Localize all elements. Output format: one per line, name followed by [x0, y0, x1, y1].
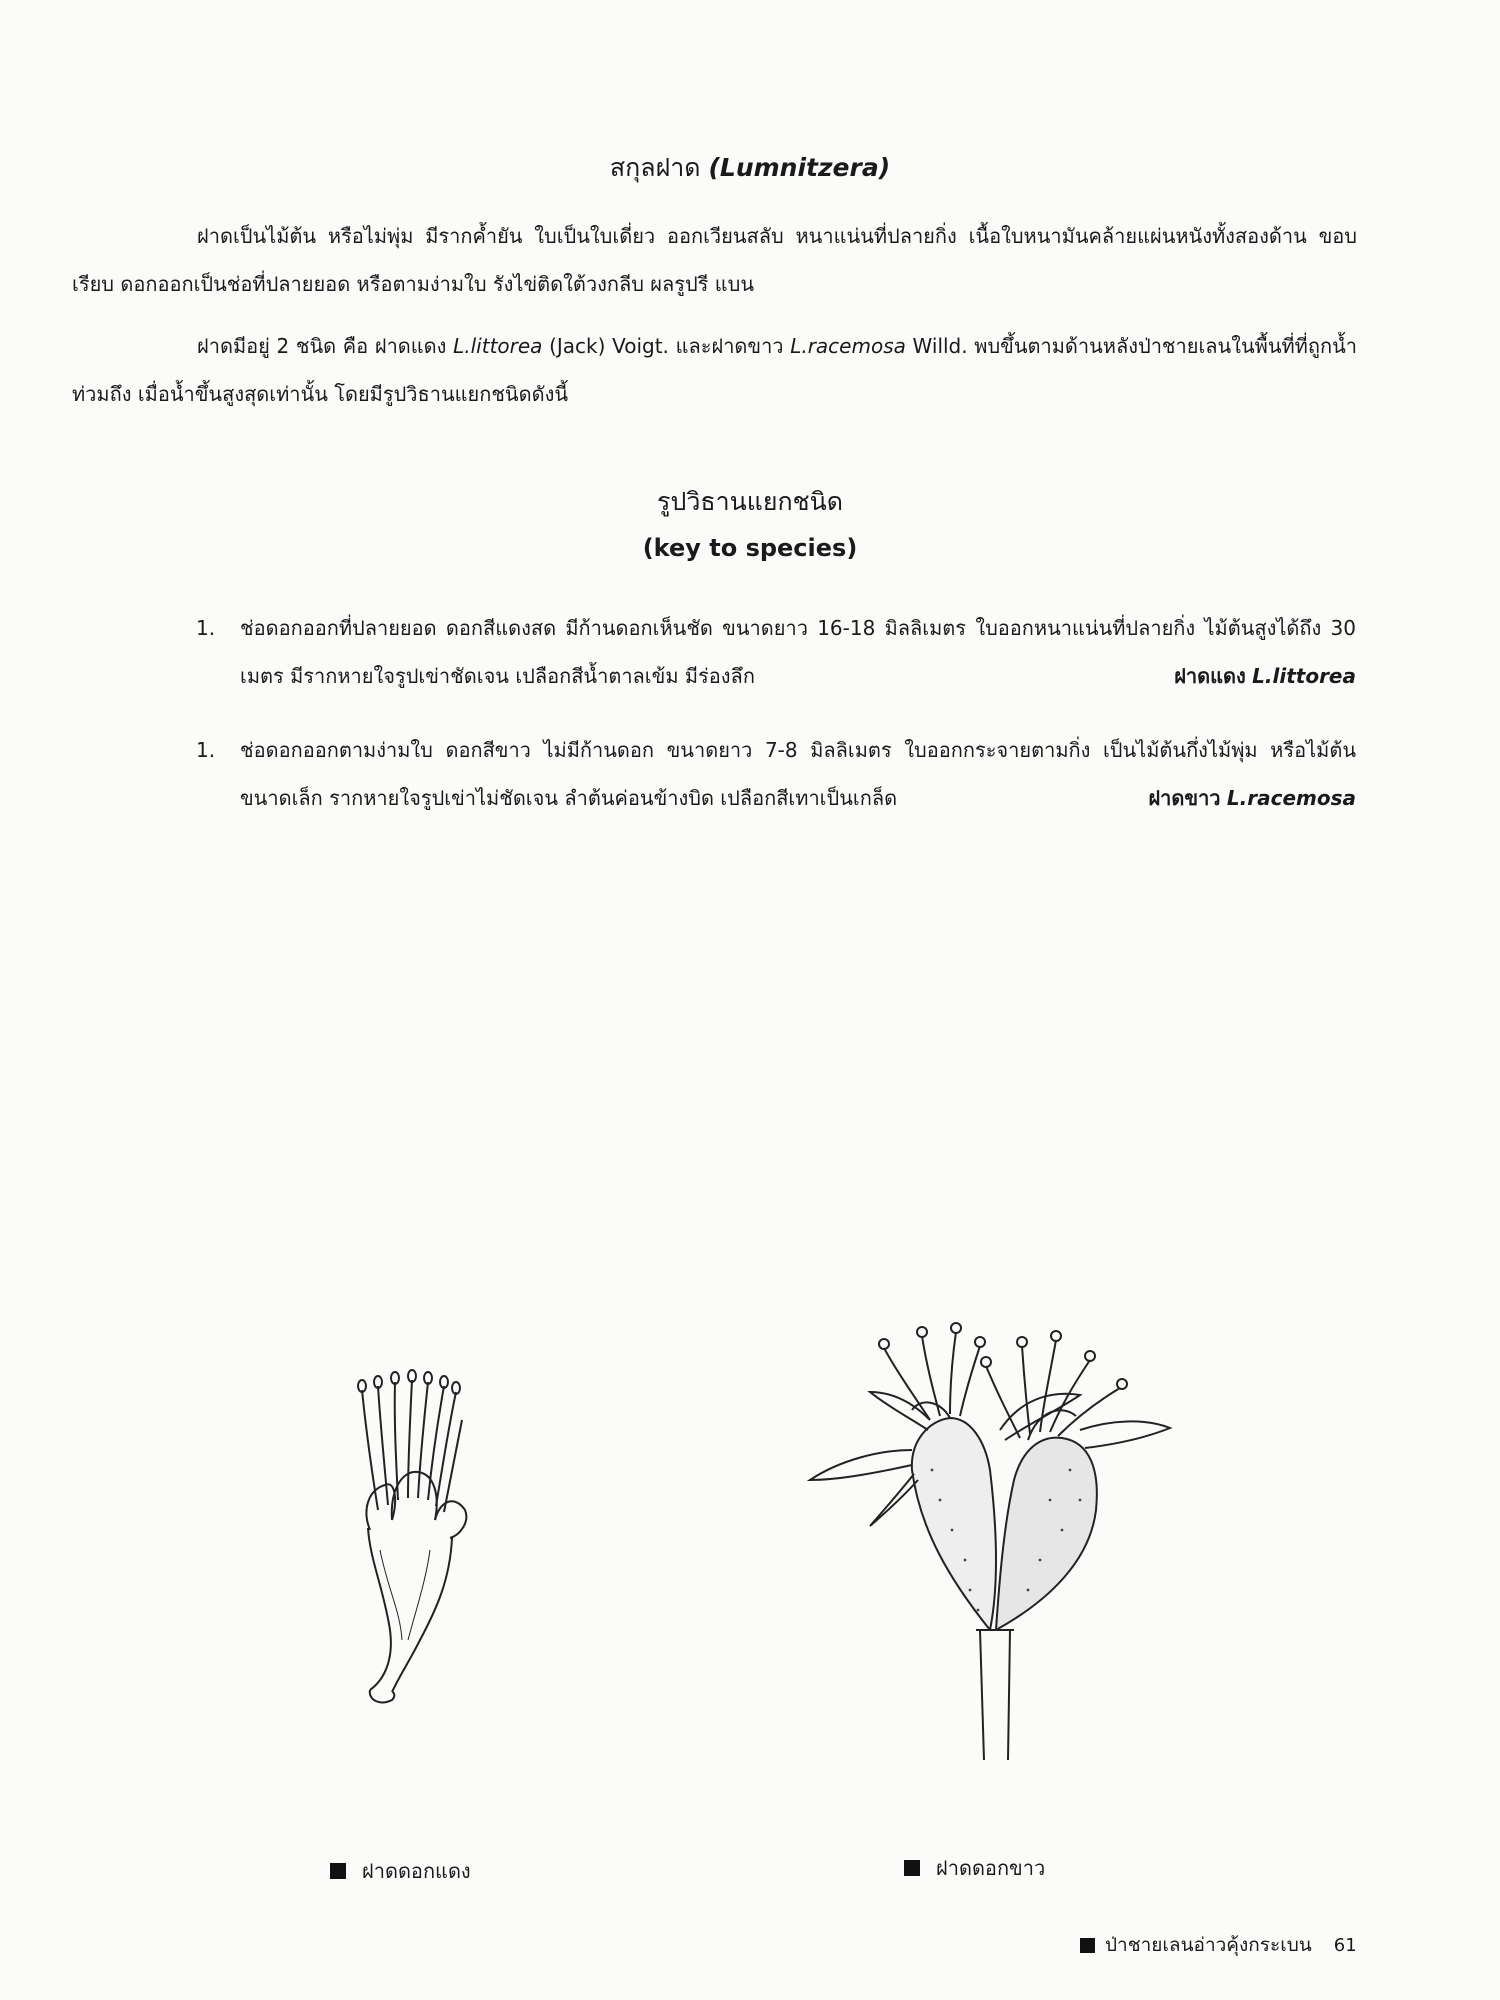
footer-book-title: ป่าชายเลนอ่าวคุ้งกระเบน: [1105, 1934, 1312, 1956]
key-item-result: [1148, 774, 1356, 822]
red-flower-caption: [330, 1855, 471, 1887]
bullet-square-icon: [1080, 1938, 1095, 1953]
red-flower-illustration: [340, 1360, 500, 1720]
white-flower-caption: [904, 1852, 1045, 1884]
page-footer: [1080, 1930, 1357, 1960]
title-thai: สกุลฝาด: [609, 153, 701, 182]
species-littorea: L.littorea: [453, 334, 543, 358]
p2-part-c: Willd. พบขึ้นตามด้านหลังป่าชายเลนในพื้นที่ที่ถูกน้ำท่วมถึง เมื่อน้ำขึ้นสูงสุดเท่านั้น โดยมีรูปวิธานแยกชนิดดังนี้: [72, 334, 1357, 406]
caption-text: ฝาดดอกแดง: [362, 1859, 471, 1883]
intro-paragraph-1: ฝาดเป็นไม้ต้น หรือไม่พุ่ม มีรากค้ำยัน ใบเป็นใบเดี่ยว ออกเวียนสลับ หนาแน่นที่ปลายกิ่ง เนื้อใบหนามันคล้ายแผ่นหนังทั้งสองด้าน ขอบเรียบ ดอกออกเป็นช่อที่ปลายยอด หรือตามง่ามใบ รังไข่ติดใต้วงกลีบ ผลรูปรี แบน: [72, 224, 1357, 296]
result-thai: ฝาดแดง: [1174, 664, 1246, 688]
page-number: 61: [1333, 1934, 1357, 1956]
intro-paragraph-2: [72, 322, 1357, 418]
key-item-result: [1174, 652, 1356, 700]
key-item: [196, 726, 1356, 822]
key-item-number: 1.: [196, 738, 216, 762]
key-item-text: ช่อดอกออกที่ปลายยอด ดอกสีแดงสด มีก้านดอกเห็นชัด ขนาดยาว 16-18 มิลลิเมตร ใบออกหนาแน่นที่ปลายกิ่ง ไม้ต้นสูงได้ถึง 30 เมตร มีรากหายใจรูปเข่าชัดเจน เปลือกสีน้ำตาลเข้ม มีร่องลึก: [240, 616, 1356, 688]
title-latin: (Lumnitzera): [708, 153, 891, 182]
p2-part-b: (Jack) Voigt. และฝาดขาว: [542, 334, 791, 358]
result-latin: L.racemosa: [1226, 786, 1356, 810]
page-title: [0, 148, 1500, 188]
caption-text: ฝาดดอกขาว: [936, 1856, 1046, 1880]
p2-part-a: ฝาดมีอยู่ 2 ชนิด คือ ฝาดแดง: [197, 334, 454, 358]
key-subtitle: (key to species): [642, 534, 858, 562]
species-racemosa: L.racemosa: [790, 334, 906, 358]
key-item-text: ช่อดอกออกตามง่ามใบ ดอกสีขาว ไม่มีก้านดอก ขนาดยาว 7-8 มิลลิเมตร ใบออกกระจายตามกิ่ง เป็นไม้ต้นกึ่งไม้พุ่ม หรือไม้ต้นขนาดเล็ก รากหายใจรูปเข่าไม่ชัดเจน ลำต้นค่อนข้างบิด เปลือกสีเทาเป็นเกล็ด: [240, 738, 1356, 810]
key-title: รูปวิธานแยกชนิด: [657, 487, 843, 516]
key-item: [196, 604, 1356, 700]
bullet-square-icon: [904, 1860, 920, 1876]
bullet-square-icon: [330, 1863, 346, 1879]
white-flower-illustration: [800, 1300, 1190, 1760]
result-thai: ฝาดขาว: [1148, 786, 1221, 810]
result-latin: L.littorea: [1252, 664, 1356, 688]
key-item-number: 1.: [196, 616, 216, 640]
